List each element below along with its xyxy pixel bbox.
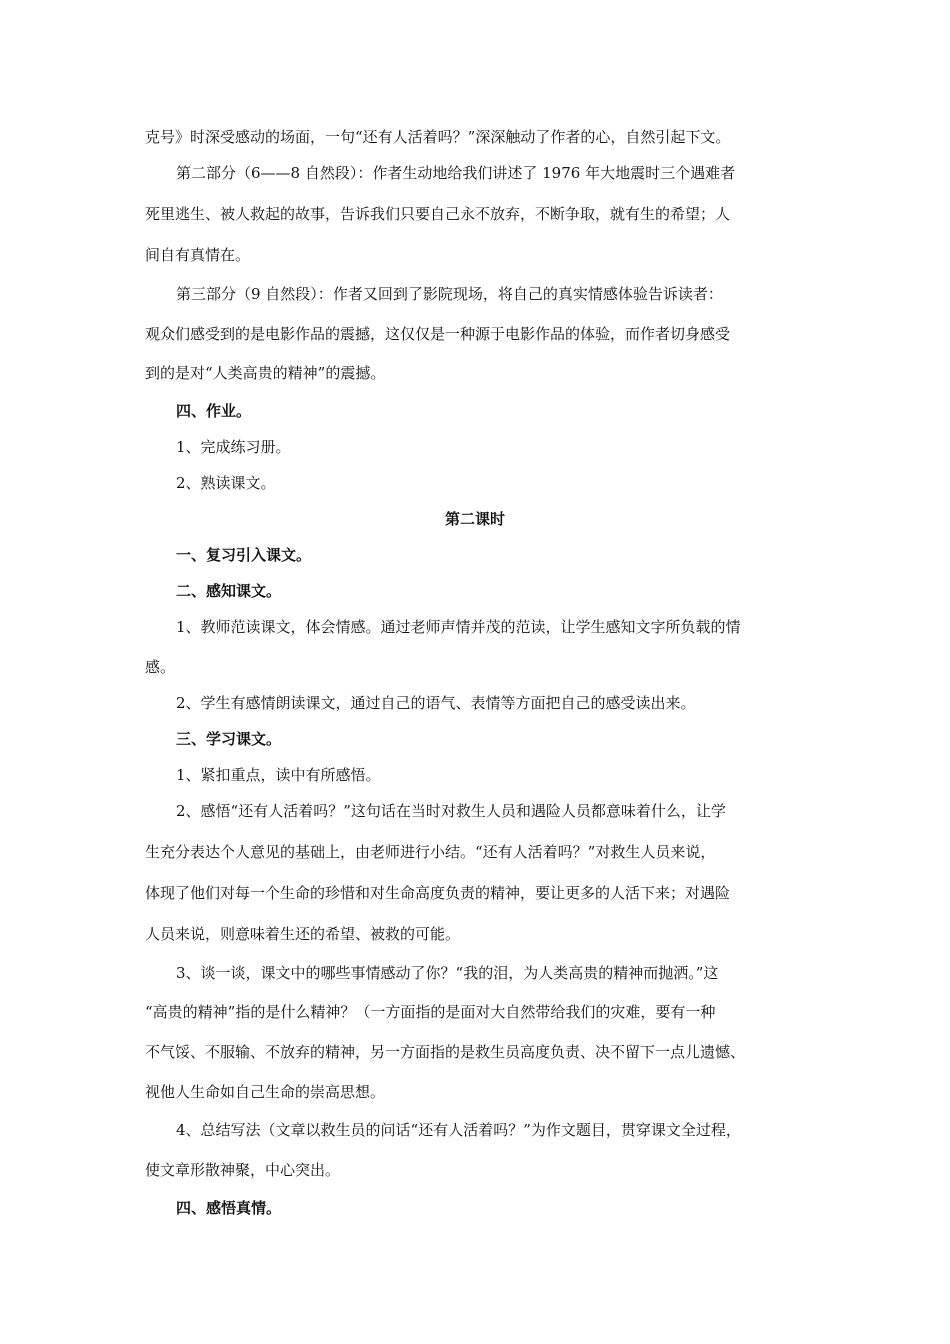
section-heading: 二、感知课文。 bbox=[176, 582, 282, 600]
paragraph-line: 观众们感受到的是电影作品的震撼，这仅仅是一种源于电影作品的体验，而作者切身感受 bbox=[145, 325, 731, 343]
paragraph-line: 第二部分（6——8 自然段）：作者生动地给我们讲述了 1976 年大地震时三个遇难者 bbox=[176, 164, 736, 182]
paragraph-line: 人员来说，则意味着生还的希望、被救的可能。 bbox=[145, 925, 461, 943]
paragraph-line: “高贵的精神”指的是什么精神？（一方面指的是面对大自然带给我们的灾难，要有一种 bbox=[145, 1003, 716, 1021]
section-heading: 一、复习引入课文。 bbox=[176, 546, 312, 564]
paragraph-line: 3、谈一谈，课文中的哪些事情感动了你？“我的泪，为人类高贵的精神而抛洒。”这 bbox=[176, 964, 719, 982]
paragraph-line: 生充分表达个人意见的基础上，由老师进行小结。“还有人活着吗？”对救生人员来说， bbox=[145, 843, 716, 861]
section-heading: 三、学习课文。 bbox=[176, 730, 282, 748]
paragraph-line: 2、学生有感情朗读课文，通过自己的语气、表情等方面把自己的感受读出来。 bbox=[176, 694, 696, 712]
list-item: 2、熟读课文。 bbox=[176, 474, 276, 492]
section-heading: 四、感悟真情。 bbox=[176, 1199, 282, 1217]
paragraph-line: 视他人生命如自己生命的崇高思想。 bbox=[145, 1083, 386, 1101]
paragraph-line: 1、教师范读课文，体会情感。通过老师声情并茂的范读，让学生感知文字所负载的情 bbox=[176, 618, 741, 636]
paragraph-line: 感。 bbox=[145, 658, 176, 676]
list-item: 1、紧扣重点，读中有所感悟。 bbox=[176, 766, 381, 784]
section-heading: 四、作业。 bbox=[176, 402, 252, 420]
paragraph-line: 间自有真情在。 bbox=[145, 246, 251, 264]
list-item: 1、完成练习册。 bbox=[176, 438, 291, 456]
paragraph-line: 不气馁、不服输、不放弃的精神，另一方面指的是救生员高度负责、决不留下一点儿遗憾、 bbox=[145, 1043, 746, 1061]
paragraph-line: 第三部分（9 自然段）：作者又回到了影院现场，将自己的真实情感体验告诉读者： bbox=[176, 285, 723, 303]
lesson-title: 第二课时 bbox=[444, 510, 505, 528]
paragraph-line: 到的是对“人类高贵的精神”的震撼。 bbox=[145, 364, 386, 382]
paragraph-line: 死里逃生、被人救起的故事，告诉我们只要自己永不放弃，不断争取，就有生的希望；人 bbox=[145, 205, 731, 223]
paragraph-line: 克号》时深受感动的场面，一句“还有人活着吗？”深深触动了作者的心，自然引起下文。 bbox=[145, 128, 731, 146]
paragraph-line: 使文章形散神聚，中心突出。 bbox=[145, 1161, 341, 1179]
paragraph-line: 2、感悟“还有人活着吗？”这句话在当时对救生人员和遇险人员都意味着什么，让学 bbox=[176, 802, 726, 820]
paragraph-line: 4、总结写法（文章以救生员的问话“还有人活着吗？”为作文题目，贯穿课文全过程， bbox=[176, 1121, 741, 1139]
paragraph-line: 体现了他们对每一个生命的珍惜和对生命高度负责的精神，要让更多的人活下来；对遇险 bbox=[145, 884, 731, 902]
